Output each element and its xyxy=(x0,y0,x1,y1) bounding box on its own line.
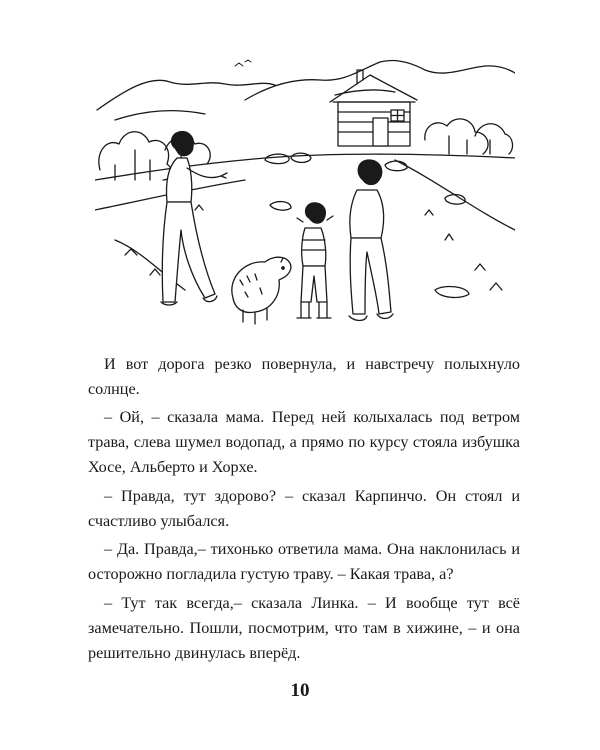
trees xyxy=(99,119,513,180)
paragraph: – Ой, – сказала мама. Перед ней колыхалась под ветром трава, слева шумел водопад, а прямо по курсу стояла избушка Хосе, Альберто и Хорхе. xyxy=(88,408,520,477)
paragraph: И вот дорога резко повернула, и навстречу полыхнуло солнце. xyxy=(88,355,520,398)
paragraph: – Правда, тут здорово? – сказал Карпинчо. Он стоял и счастливо улыбался. xyxy=(88,486,520,530)
mountains xyxy=(97,60,515,120)
figure-mother xyxy=(161,132,227,305)
figure-girl xyxy=(297,203,333,318)
figure-capybara xyxy=(232,257,291,324)
illustration-family-walking-to-cabin xyxy=(95,40,515,340)
page-number: 10 xyxy=(290,680,310,701)
birds xyxy=(235,60,251,66)
figure-boy xyxy=(349,160,393,321)
paragraph: – Да. Правда,– тихонько ответила мама. Она наклонилась и осторожно погладила густую траву. – Какая трава, а? xyxy=(88,540,520,584)
cabin xyxy=(330,70,417,146)
story-text xyxy=(88,352,520,669)
paragraph: – Тут так всегда,– сказала Линка. – И вообще тут всё замечательно. Пошли, посмотрим, что там в хижине, – и она решительно двинулась вперёд. xyxy=(88,593,520,662)
